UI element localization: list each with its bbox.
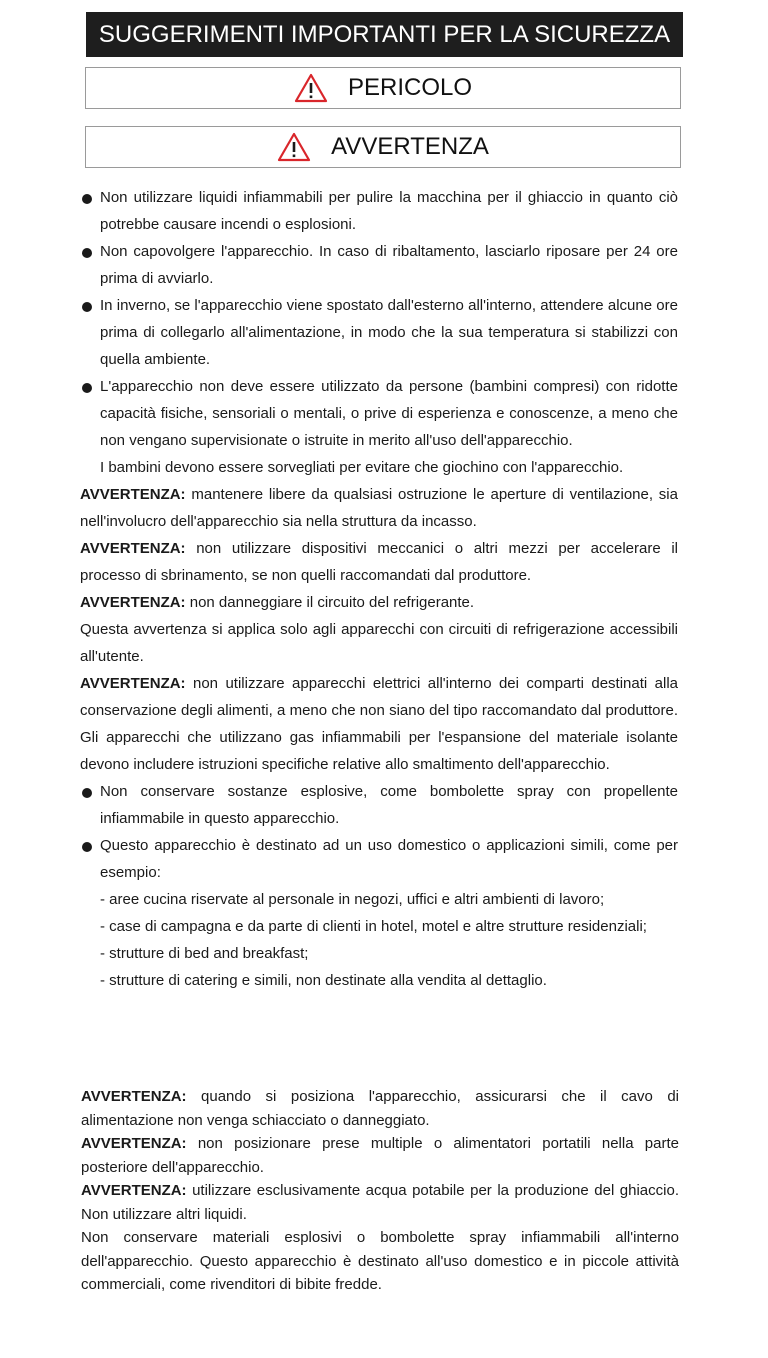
list-item-note: I bambini devono essere sorvegliati per evitare che giochino con l'apparecchio. xyxy=(100,459,624,476)
sub-item: - strutture di bed and breakfast; xyxy=(100,945,309,962)
warning-paragraph xyxy=(81,1085,679,1132)
danger-label: PERICOLO xyxy=(347,74,473,101)
warning-prefix: AVVERTENZA: xyxy=(80,675,186,692)
paragraph: Questa avvertenza si applica solo agli apparecchi con circuiti di refrigerazione accessibili all'utente. xyxy=(80,621,678,665)
safety-instructions xyxy=(80,184,678,994)
warning-text: non utilizzare dispositivi meccanici o altri mezzi per accelerare il processo di sbrinamento, se non quelli raccomandati dal produttore. xyxy=(80,540,678,584)
list-item: Non capovolgere l'apparecchio. In caso di ribaltamento, lasciarlo riposare per 24 ore prima di avviarlo. xyxy=(80,238,678,292)
page-title: SUGGERIMENTI IMPORTANTI PER LA SICUREZZA xyxy=(86,12,683,57)
warning-paragraph xyxy=(80,535,678,589)
warning-prefix: AVVERTENZA: xyxy=(81,1182,187,1199)
warning-paragraph xyxy=(80,481,678,535)
warning-prefix: AVVERTENZA: xyxy=(80,486,186,503)
warning-text: utilizzare esclusivamente acqua potabile per la produzione del ghiaccio. Non utilizzare altri liquidi. xyxy=(81,1182,679,1223)
list-item: L'apparecchio non deve essere utilizzato da persone (bambini compresi) con ridotte capacità fisiche, sensoriali o mentali, o prive di esperienza e conoscenze, a meno che non vengano supervisionate o istruite in merito all'uso dell'apparecchio. xyxy=(80,373,678,454)
warning-text: mantenere libere da qualsiasi ostruzione le aperture di ventilazione, sia nell'involucro dell'apparecchio sia nella struttura da incasso. xyxy=(80,486,678,530)
sub-item: - case di campagna e da parte di clienti in hotel, motel e altre strutture residenziali; xyxy=(100,918,647,935)
danger-box xyxy=(85,67,681,109)
warning-triangle-icon xyxy=(294,73,328,103)
list-item: Questo apparecchio è destinato ad un uso domestico o applicazioni simili, come per esempio: xyxy=(80,832,678,886)
list-item: Non conservare sostanze esplosive, come bombolette spray con propellente infiammabile in questo apparecchio. xyxy=(80,778,678,832)
warning-paragraph xyxy=(81,1179,679,1226)
warning-box xyxy=(85,126,681,168)
warning-text: quando si posiziona l'apparecchio, assicurarsi che il cavo di alimentazione non venga schiacciato o danneggiato. xyxy=(81,1088,679,1129)
warning-paragraph xyxy=(80,589,678,616)
warning-text: non posizionare prese multiple o alimentatori portatili nella parte posteriore dell'apparecchio. xyxy=(81,1135,679,1176)
warning-paragraph xyxy=(80,670,678,778)
sub-item: - strutture di catering e simili, non destinate alla vendita al dettaglio. xyxy=(100,972,547,989)
additional-warnings xyxy=(81,1085,679,1297)
warning-prefix: AVVERTENZA: xyxy=(80,540,186,557)
paragraph: Non conservare materiali esplosivi o bombolette spray infiammabili all'interno dell'apparecchio. Questo apparecchio è destinato all'uso domestico e in piccole attività commerciali, come rivenditori di bibite fredde. xyxy=(81,1229,679,1293)
list-item: In inverno, se l'apparecchio viene spostato dall'esterno all'interno, attendere alcune ore prima di collegarlo all'alimentazione, in modo che la sua temperatura si stabilizzi con quella ambiente. xyxy=(80,292,678,373)
warning-label: AVVERTENZA xyxy=(331,133,489,160)
warning-triangle-icon xyxy=(277,132,311,162)
warning-prefix: AVVERTENZA: xyxy=(81,1135,187,1152)
sub-item: - aree cucina riservate al personale in negozi, uffici e altri ambienti di lavoro; xyxy=(100,891,605,908)
warning-prefix: AVVERTENZA: xyxy=(81,1088,187,1105)
list-item: Non utilizzare liquidi infiammabili per pulire la macchina per il ghiaccio in quanto ciò potrebbe causare incendi o esplosioni. xyxy=(80,184,678,238)
warning-prefix: AVVERTENZA: xyxy=(80,594,186,611)
warning-paragraph xyxy=(81,1132,679,1179)
warning-text: non danneggiare il circuito del refrigerante. xyxy=(185,594,475,611)
warning-text: non utilizzare apparecchi elettrici all'interno dei comparti destinati alla conservazione degli alimenti, a meno che non siano del tipo raccomandato dal produttore. Gli apparecchi che utilizzano gas infiammabili per l'espansione del materiale isolante devono includere istruzioni specifiche relative allo smaltimento dell'apparecchio. xyxy=(80,675,678,773)
